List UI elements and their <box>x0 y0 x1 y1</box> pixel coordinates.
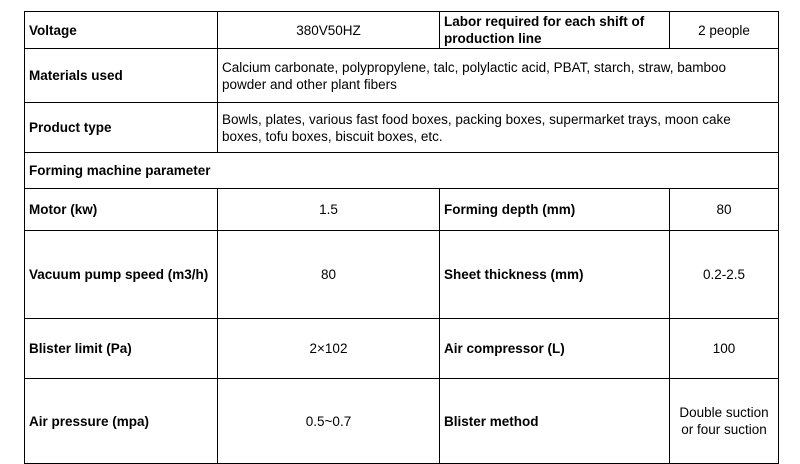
table-row-product <box>25 103 779 153</box>
param-label: Vacuum pump speed (m3/h) <box>25 231 218 319</box>
voltage-value: 380V50HZ <box>218 12 440 49</box>
section-header: Forming machine parameter <box>25 153 779 189</box>
param-value: 100 <box>670 319 779 379</box>
param-value: 0.5~0.7 <box>218 379 440 464</box>
table-row-param <box>25 319 779 379</box>
materials-value: Calcium carbonate, polypropylene, talc, polylactic acid, PBAT, starch, straw, bamboo powder and other plant fibers <box>218 49 779 103</box>
section-header-row <box>25 153 779 189</box>
param-label: Blister limit (Pa) <box>25 319 218 379</box>
param-value: 0.2-2.5 <box>670 231 779 319</box>
spec-table <box>24 11 779 464</box>
product-label: Product type <box>25 103 218 153</box>
param-label: Air pressure (mpa) <box>25 379 218 464</box>
param-value: 80 <box>218 231 440 319</box>
voltage-label: Voltage <box>25 12 218 49</box>
materials-label: Materials used <box>25 49 218 103</box>
labor-value: 2 people <box>670 12 779 49</box>
product-value: Bowls, plates, various fast food boxes, packing boxes, supermarket trays, moon cake boxes, tofu boxes, biscuit boxes, etc. <box>218 103 779 153</box>
table-row-voltage <box>25 12 779 49</box>
param-value: Double suction or four suction <box>670 379 779 464</box>
param-label: Forming depth (mm) <box>440 189 670 231</box>
table-row-param <box>25 231 779 319</box>
table-row-param <box>25 379 779 464</box>
param-label: Blister method <box>440 379 670 464</box>
param-value: 80 <box>670 189 779 231</box>
table-row-param <box>25 189 779 231</box>
param-value: 2×102 <box>218 319 440 379</box>
param-value: 1.5 <box>218 189 440 231</box>
param-label: Air compressor (L) <box>440 319 670 379</box>
labor-label: Labor required for each shift of production line <box>440 12 670 49</box>
table-row-materials <box>25 49 779 103</box>
param-label: Motor (kw) <box>25 189 218 231</box>
param-label: Sheet thickness (mm) <box>440 231 670 319</box>
